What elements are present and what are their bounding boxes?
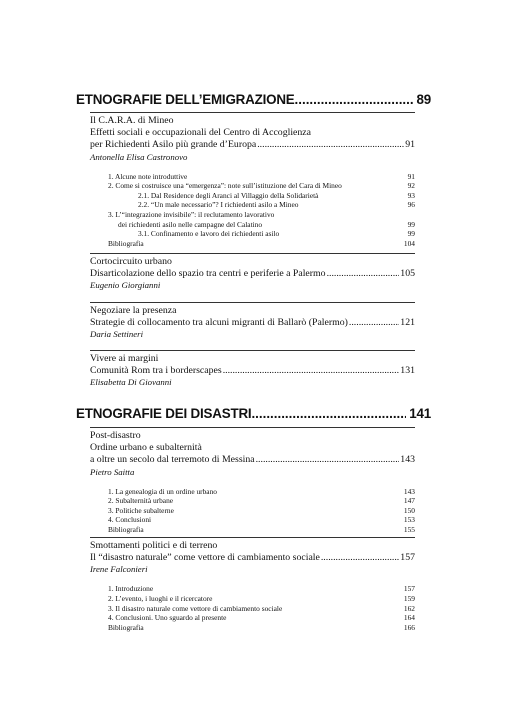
toc-entry[interactable]	[90, 302, 415, 340]
entry-title-line: Comunità Rom tra i borderscapes	[90, 365, 222, 377]
subsection-item[interactable]: Bibliografia 155	[108, 524, 415, 534]
entry-title-line: Cortocircuito urbano	[90, 256, 172, 267]
entry-title-last-line	[90, 317, 415, 329]
subsection-item[interactable]: 2. L’evento, i luoghi e il ricercatore 159	[108, 594, 415, 603]
dot-leader	[257, 139, 404, 151]
entry-divider	[90, 302, 415, 303]
entry-title-last-line	[90, 365, 415, 377]
entry-title-line: Negoziare la presenza	[90, 305, 177, 316]
entry-author: Elisabetta Di Giovanni	[90, 377, 172, 388]
subsection-item[interactable]: 2. Come si costruisce una “emergenza”: note sull’istituzione del Cara di Mineo 92	[108, 181, 415, 191]
entry-title-line: Effetti sociali e occupazionali del Centro di Accoglienza	[90, 127, 311, 139]
entry-title-last-line	[90, 139, 415, 151]
entry-title-line: Ordine urbano e subalternità	[90, 442, 202, 454]
section-title: ETNOGRAFIE DEI DISASTRI	[76, 406, 252, 421]
subsection-item[interactable]: 2.2. “Un male necessario”? I richiedenti asilo a Mineo 96	[138, 200, 415, 210]
entry-title-line: Disarticolazione dello spazio tra centri e periferie a Palermo	[90, 268, 326, 280]
entry-page-number: 105	[400, 268, 415, 280]
section-title: ETNOGRAFIE DELL’EMIGRAZIONE	[76, 92, 295, 107]
entry-title-line: a oltre un secolo dal terremoto di Messina	[90, 454, 255, 466]
toc-entry[interactable]	[90, 253, 415, 291]
section-page-number: 89	[416, 92, 431, 107]
entry-page-number: 131	[400, 365, 415, 377]
entry-title-line: Il “disastro naturale” come vettore di cambiamento sociale	[90, 552, 320, 564]
subsection-item[interactable]: 3.1. Confinamento e lavoro dei richiedenti asilo 99	[138, 229, 415, 239]
subsection-item[interactable]: 3. Il disastro naturale come vettore di cambiamento sociale 162	[108, 603, 415, 613]
entry-title-line: Vivere ai margini	[90, 353, 159, 364]
dot-leader	[256, 454, 400, 466]
toc-entry[interactable]	[90, 350, 415, 388]
toc-entry[interactable]	[90, 427, 415, 535]
subsection-list	[108, 487, 415, 535]
subsection-item[interactable]: Bibliografia 166	[108, 622, 415, 632]
entry-divider	[90, 112, 415, 113]
entry-author: Irene Falconieri	[90, 564, 148, 575]
subsection-list	[108, 172, 415, 249]
dot-leader	[295, 92, 414, 107]
entry-title-last-line	[90, 454, 415, 466]
subsection-item[interactable]: dei richiedenti asilo nelle campagne del Calatino 99	[118, 219, 415, 229]
section-title-row	[76, 406, 431, 421]
subsection-item[interactable]: 2. Subalternità urbane 147	[108, 496, 415, 506]
entry-title-line: Post-disastro	[90, 430, 141, 441]
entry-divider	[90, 427, 415, 428]
entry-title-last-line	[90, 268, 415, 280]
section-title-row	[76, 92, 431, 107]
section-page-number: 141	[409, 406, 431, 421]
subsection-item[interactable]: 3. Politiche subalterne 150	[108, 505, 415, 515]
dot-leader	[251, 406, 406, 421]
subsection-item[interactable]: Bibliografia 104	[108, 238, 415, 248]
subsection-item[interactable]: 4. Conclusioni 153	[108, 515, 415, 525]
entry-divider	[90, 253, 415, 254]
section-heading-disastri[interactable]	[76, 406, 431, 421]
entry-title-line: Il C.A.R.A. di Mineo	[90, 115, 174, 126]
entry-title-line: Smottamenti politici e di terreno	[90, 540, 218, 551]
entry-divider	[90, 537, 415, 538]
subsection-list	[108, 584, 415, 632]
entry-page-number: 91	[405, 139, 415, 151]
entry-page-number: 157	[400, 552, 415, 564]
toc-entry[interactable]	[90, 112, 415, 248]
entry-title-last-line	[90, 552, 415, 564]
entry-title-line: Strategie di collocamento tra alcuni migranti di Ballarò (Palermo)	[90, 317, 348, 329]
entry-title-line: per Richiedenti Asilo più grande d’Europa	[90, 139, 257, 151]
entry-author: Eugenio Giorgianni	[90, 280, 161, 291]
entry-author: Antonella Elisa Castronovo	[90, 151, 188, 162]
subsection-item[interactable]: 3. L’“integrazione invisibile”: il reclutamento lavorativo	[108, 209, 275, 219]
entry-author: Pietro Saitta	[90, 466, 135, 477]
dot-leader	[223, 365, 400, 377]
entry-page-number: 143	[400, 454, 415, 466]
subsection-item[interactable]: 1. Introduzione 157	[108, 584, 415, 594]
dot-leader	[327, 268, 400, 280]
entry-author: Daria Settineri	[90, 329, 144, 340]
section-heading-emigrazione[interactable]	[76, 92, 431, 107]
entry-divider	[90, 350, 415, 351]
subsection-item[interactable]: 1. La genealogia di un ordine urbano 143	[108, 486, 415, 496]
subsection-item[interactable]: 1. Alcune note introduttive 91	[108, 171, 415, 181]
dot-leader	[349, 317, 399, 329]
dot-leader	[321, 552, 399, 564]
entry-page-number: 121	[400, 317, 415, 329]
toc-entry[interactable]	[90, 537, 415, 632]
subsection-item[interactable]: 4. Conclusioni. Uno sguardo al presente 164	[108, 613, 415, 623]
subsection-item[interactable]: 2.1. Dal Residence degli Aranci al Villaggio della Solidarietà 93	[138, 190, 415, 200]
